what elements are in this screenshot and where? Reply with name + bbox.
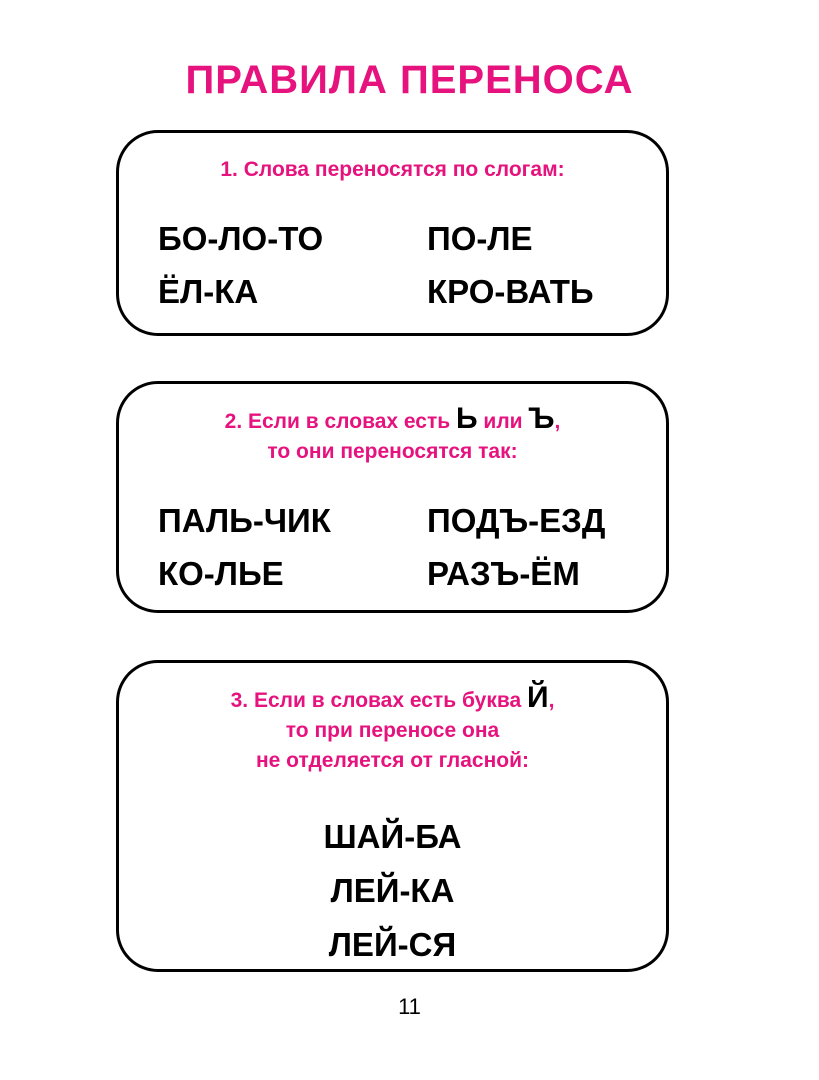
rule-2-example-word: ПАЛЬ-ЧИК [158,502,331,539]
rule-3-heading-comma: , [548,689,555,712]
rule-3-heading-text: 3. Если в словах есть буква [230,689,527,712]
rule-2-example-word: РАЗЪ-ЁМ [427,555,580,592]
rule-3-example-word: ШАЙ-БА [323,818,462,855]
rule-2-heading-comma: , [554,410,561,433]
rule-3-heading-line3: не отделяется от гласной: [255,749,530,772]
rule-1-example-word: КРО-ВАТЬ [427,273,594,310]
hard-sign-letter: Ъ [528,402,555,435]
rule-2-example-word: ПОДЪ-ЕЗД [427,502,606,539]
rule-3-heading [119,683,666,776]
rule-2-heading [119,404,666,467]
rule-2-heading-text: или [477,410,529,433]
rule-2-example-word: КО-ЛЬЕ [158,555,284,592]
rule-1-example-word: ЁЛ-КА [158,273,259,310]
rule-3-box [116,660,669,972]
rule-3-example-word: ЛЕЙ-КА [330,872,455,909]
soft-sign-letter: Ь [456,402,478,435]
rule-1-box [116,130,669,336]
rule-3-example-word: ЛЕЙ-СЯ [328,926,457,963]
rule-1-example-word: БО-ЛО-ТО [158,220,324,257]
rule-3-word-list [119,810,666,972]
rule-2-heading-text: 2. Если в словах есть [224,410,457,433]
rule-3-heading-line2: то при переносе она [285,719,500,742]
page-title: ПРАВИЛА ПЕРЕНОСА [185,58,634,102]
page-number: 11 [398,994,421,1019]
rule-1-example-word: ПО-ЛЕ [427,220,533,257]
short-i-letter: Й [527,681,549,714]
rule-1-heading: 1. Слова переносятся по слогам: [220,158,565,181]
rule-2-heading-line2: то они переносятся так: [267,440,518,463]
rule-2-box [116,381,669,613]
